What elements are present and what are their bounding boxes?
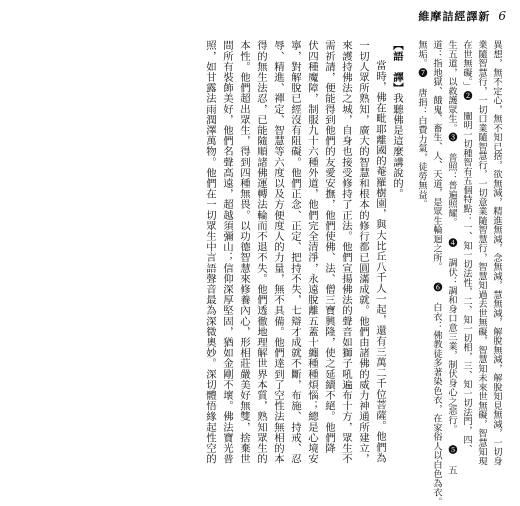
text-column: 當時，佛在毗耶離國的菴羅樹園，與大比丘八千人一起，還有三萬二千位菩薩。他們為: [374, 60, 386, 463]
text-column: 來護持佛法之城，自身也接受修持了正法。他們宣揚佛法的聲音如獅子吼遍布十方，眾生不: [340, 40, 352, 464]
text-column: 無垢。❼ 唐捐：白費力氣，徒勞無益。: [416, 40, 427, 209]
translation-block: [200, 40, 404, 488]
text-column: 異想，無不定心，無不知已捨，欲無減，精進無減，念無減，慧無減，解脫無減，解脫知見無減，一切身: [491, 40, 502, 466]
book-title: 維摩詰經譯新: [418, 10, 491, 23]
text-column: 在世無礙。」❷ 闡明一切種智有五個特點：一、知一切法性，二、知一切相，三、知一切法門，四、: [461, 40, 472, 454]
text-column: 一切人眾所熟知，廣大的智慧和根本的修行都已圓滿成就。他們由諸佛的威力神通所建立，: [357, 40, 369, 464]
page-header: [418, 6, 506, 26]
translation-heading-column: [387, 40, 404, 488]
text-column: 道：指地獄、餓鬼、畜生、人、天道，是眾生輪迴之所。 ❻ 白衣：佛教徒多著染色衣，在家俗人以白色為衣。: [431, 40, 442, 506]
page-body: [16, 40, 504, 506]
text-column: 本性。他們超出眾生，得到四種無畏。以功德智慧來修養內心，形相莊嚴美好無雙，捨棄世: [238, 40, 250, 464]
text-column: 得的無生法忍，已能隨順諸佛運轉法輪而不退不失。他們透徹地理解世界本質，熟知眾生的: [255, 40, 267, 464]
translation-first-line: 我聽佛是這麼講說的。: [391, 93, 403, 199]
text-column: 辱、精進、禪定、智慧等六度以及方便度人的力量，無不具備。他們達到了空性法無相的本: [272, 40, 284, 464]
text-column: 業隨智慧行，一切口業隨智慧行，一切意業隨智慧行，智慧知過去世無礙，智慧知未來世無礙，智慧知現: [476, 40, 487, 466]
text-column: 生五道，以救護眾生。❸ 普照：普遍照耀。 ❹ 調伏：調和身口意三業，制伏身心之惡行。 ❺ 五: [446, 40, 457, 475]
text-column: 需祈請，便能得到他們的友愛安撫，他們使佛、法、僧三寶興隆，使之延續不絕。他們降: [323, 40, 335, 454]
text-column: 間所有裝飾美好，他們名聲高遠，超越須彌山；信仰深厚堅固，猶如金剛不壞。佛法寶光普: [221, 40, 233, 464]
original-text-block: [414, 40, 504, 506]
text-column: 寧，對解脫已經沒有阻礙。他們正念、正定、把持不失，七辯才成就不斷，布施、持戒、忍: [289, 40, 301, 464]
translation-label: 【語 譯】: [391, 40, 403, 93]
text-column: 照，如甘露法雨潤澤萬物。他們在一切眾生中言語聲音最為深微奧妙。深切體悟緣起性空的: [204, 40, 216, 464]
text-column: 伏四種魔障，制服九十六種外道，他們完全清淨，永遠脫離五蓋十纏種種煩惱；總是心境安: [306, 40, 318, 464]
page-number: 6: [498, 9, 506, 23]
